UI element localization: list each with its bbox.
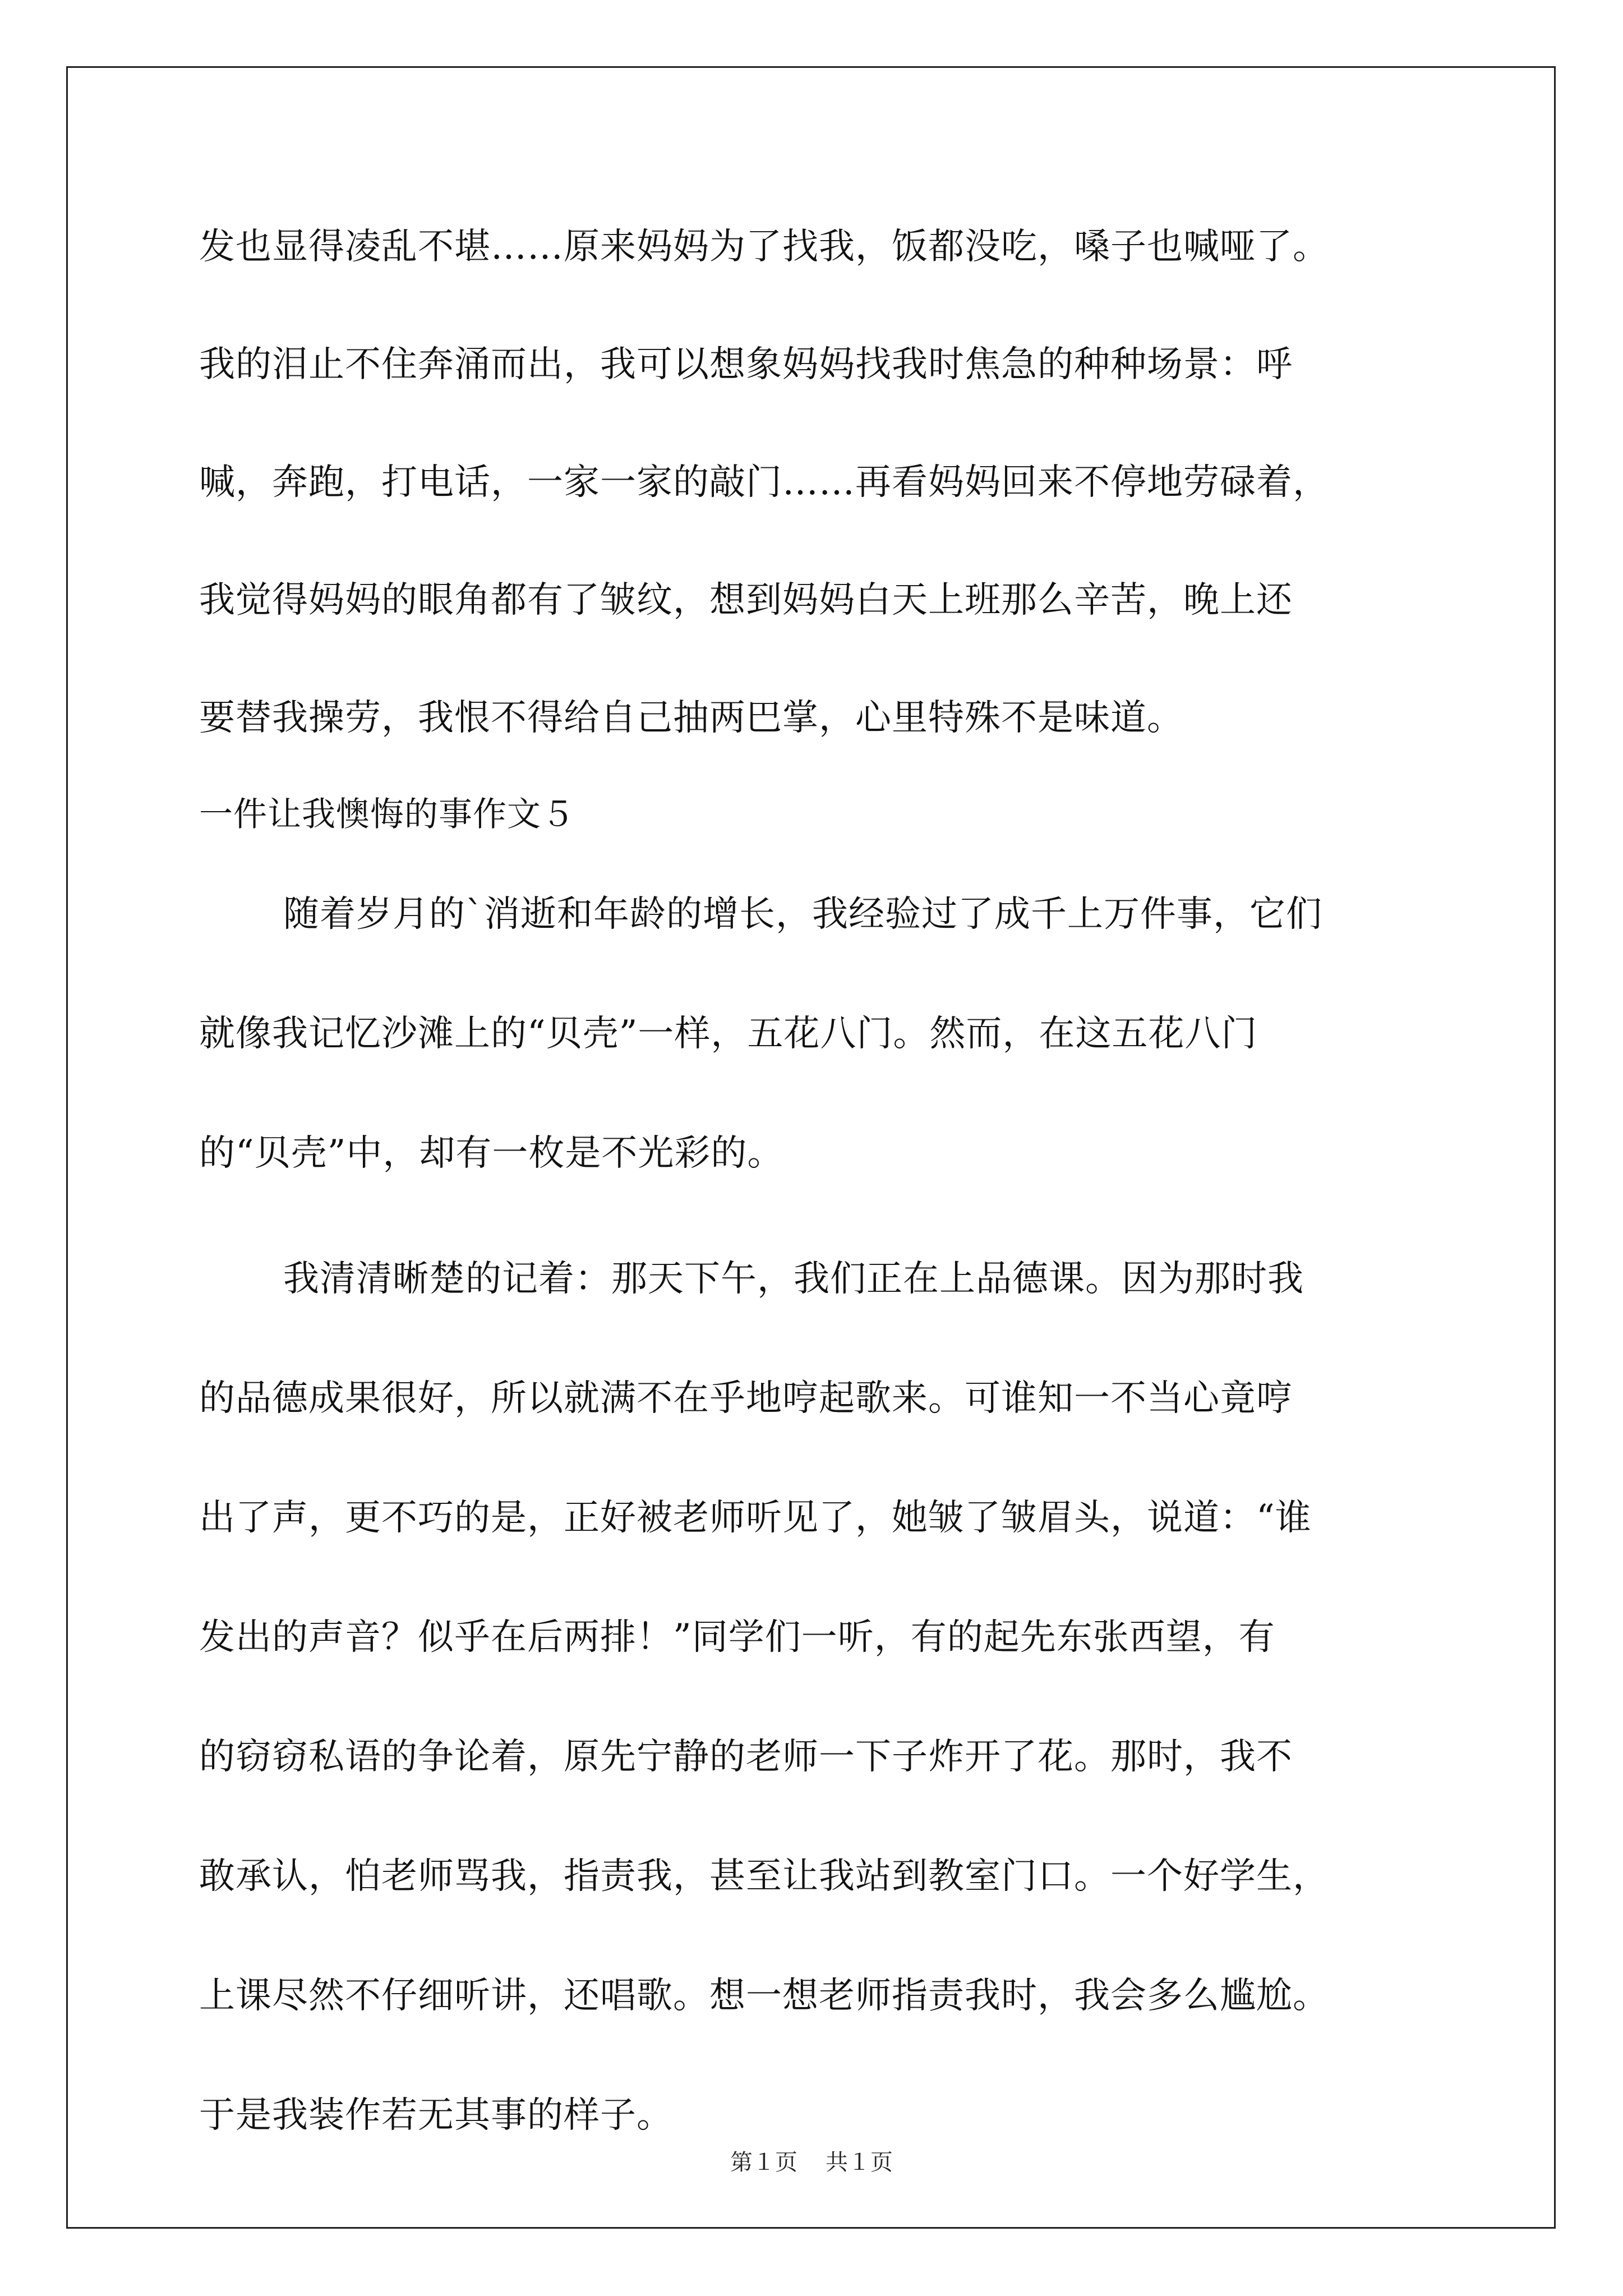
- page-total: 共１页: [826, 2150, 893, 2175]
- section-heading: 一件让我懊悔的事作文５: [199, 795, 575, 834]
- page-number: 第１页: [730, 2150, 797, 2175]
- paragraph-line: 就像我记忆沙滩上的“贝壳”一样，五花八门。然而，在这五花八门: [199, 1013, 1258, 1055]
- paragraph-line: 的“贝壳”中，却有一枚是不光彩的。: [199, 1133, 784, 1174]
- paragraph-line: 发出的声音？似乎在后两排！”同学们一听，有的起先东张西望，有: [199, 1617, 1275, 1658]
- paragraph-line: 喊，奔跑，打电话，一家一家的敲门……再看妈妈回来不停地劳碌着，: [199, 462, 1329, 503]
- paragraph-line: 我的泪止不住奔涌而出，我可以想象妈妈找我时焦急的种种场景：呼: [199, 344, 1293, 385]
- page-footer: [0, 2148, 1623, 2177]
- paragraph-line: 的窃窃私语的争论着，原先宁静的老师一下子炸开了花。那时，我不: [199, 1736, 1293, 1778]
- paragraph-line: 要替我操劳，我恨不得给自己抽两巴掌，心里特殊不是味道。: [199, 697, 1183, 739]
- paragraph-line: 敢承认，怕老师骂我，指责我，甚至让我站到教室门口。一个好学生，: [199, 1856, 1329, 1897]
- paragraph-line: 我觉得妈妈的眼角都有了皱纹，想到妈妈白天上班那么辛苦，晚上还: [199, 579, 1293, 621]
- paragraph-line: 随着岁月的`消逝和年龄的增长，我经验过了成千上万件事，它们: [283, 894, 1322, 935]
- paragraph-line: 我清清晰楚的记着：那天下午，我们正在上品德课。因为那时我: [283, 1258, 1304, 1300]
- paragraph-line: 出了声，更不巧的是，正好被老师听见了，她皱了皱眉头，说道：“谁: [199, 1497, 1312, 1539]
- paragraph-line: 的品德成果很好，所以就满不在乎地哼起歌来。可谁知一不当心竟哼: [199, 1378, 1293, 1419]
- paragraph-line: 上课尽然不仔细听讲，还唱歌。想一想老师指责我时，我会多么尴尬。: [199, 1975, 1329, 2017]
- paragraph-line: 发也显得凌乱不堪……原来妈妈为了找我，饭都没吃，嗓子也喊哑了。: [199, 226, 1329, 268]
- paragraph-line: 于是我装作若无其事的样子。: [199, 2095, 673, 2136]
